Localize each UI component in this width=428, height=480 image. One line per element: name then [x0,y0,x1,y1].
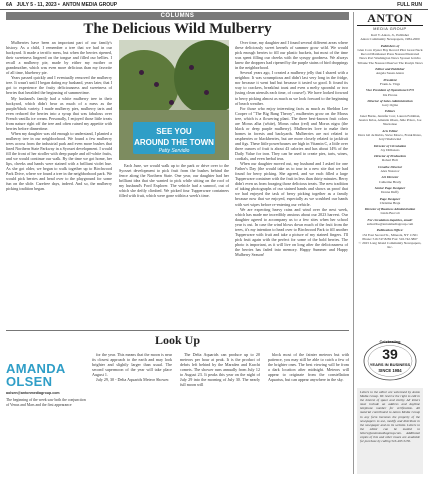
staff-name: Joy DiDonato [380,147,400,152]
section-run: FULL RUN [397,2,422,8]
staff-role: Art Director [381,175,399,180]
article-paragraph: Each June, we would walk up to the park or drive over to the Syosset development to pick fruit from the bushes behind the fence along the Northern State. One year, our daughter had her brilliant idea that she wanted to pick while sitting on the roof of my husband's Ford Explorer. The vehicle had a sunroof, out of which she deftly climbed. We picked four Tupperware containers filled with fruit, which were gone within a week's time. [119,163,229,199]
seal-years: YEARS IN BUSINESS [369,362,411,367]
lookup-column-2 [180,352,260,472]
anniversary-seal [362,340,418,382]
staff-role: Page Designer [379,196,401,201]
staff-name: Linda Baccoli [380,211,400,216]
lookup-headline: Look Up [154,333,201,347]
staff-role: Director of Production [374,154,406,159]
berry-icon [139,70,144,75]
paper-name: ANTON MEDIA GROUP [62,2,118,8]
lookup-paragraph: July 29, 30 - Delta Aquarids Meteor Shower. [96,377,170,383]
article-paragraph: Over time, my daughter and I found several different areas where these deliciously sweet kernels of summer grow wild. We would pick enough berries to fill our plastic buckets, but most of the time was spent filling our cheeks with the syrupy goodness. We always knew the droppers had ripened by the purple stains of bird droppings in the neighborhood. [235,40,348,71]
anton-logo: ANTON [367,11,413,25]
page-header [0,0,428,10]
staff-name: Robert Holt [381,158,399,163]
lookup-column-1 [92,352,172,472]
staff-role: For circulation inquiries, email: [367,217,413,222]
staff-name: Alex Nazarov [380,169,400,174]
badge-title-line-1: SEE YOU [156,127,192,136]
staff-role: Senior Page Designer [374,185,406,190]
staff-name: Karl V. Anton, Jr., Publisher [370,33,410,37]
article-column-1 [6,40,112,326]
masthead-sidebar [357,12,423,250]
staff-role: Director of Business Administration [364,207,416,212]
publication-address: 132 East Second St., Mineola, NY 11501 Phone: 516.747.8282 Fax: 516.742.5867 [362,232,418,241]
page-number: 6A [6,2,13,8]
author-first-name: AMANDA [6,361,66,376]
lookup-paragraph: The Delta Aquarids can produce up to 20 meteors per hour at peak. It is the product of debris left behind by the Marsden and Kracht comets. The shower runs annually from July 12 to August 23. It peaks this year on the night of July 29 into the morning of July 30. The nearly full moon will [180,352,260,388]
article-paragraph: Mulberries have been an important part of our family's history. As a child, I remember a tree that we had in our backyard. It made a terrific mess, but when the berries ripened, their sweetness lingered on the tongue and filled our bellies. I recall a mulberry pie, made by either my mother or grandmother, which was even more delicious than my favorite of all time, blueberry pie. [6,40,112,76]
logo-subtitle: MEDIA GROUP [357,25,423,31]
staff-name: Glen Cove Oyster Bay Record Pilot Great Neck Record Manhasset Press Nassau Illustrated News Port Washington News Syosset Jericho Tribune The Nassau Observer The Roslyn News [357,47,423,65]
seal-since: SINCE 1984 [378,368,402,373]
lookup-paragraph: block most of the fainter meteors but with patience, you may still be able to catch a few of the brighter ones. The best viewing will be from a dark location after midnight. Meteors will appear to originate from the constellation Aquarius, but can appear anywhere in the sky. [268,352,349,383]
letters-policy: Letters to the editor are welcomed by Anton Media Group. We reserve the right to edit in the interest of space and clarity. All letters must include an address and daytime telephone number for verification. All material contributed to Anton Media Group in any form becomes the property of the newspapers to use, modify and distribute in the newspaper and on its website. Letters to the editor can be mailed to letters@antonmediagroup.com. Additional copies of this and other issues are available for purchase by calling 516-403-5136. [357,388,423,474]
staff-name: Catherine Brady [378,179,402,184]
staff-name: Gary Ogina [382,103,398,108]
staff-name: Frank A. Virga [379,81,401,86]
column-badge [133,122,215,154]
author-last-name: OLSEN [6,374,53,389]
article-paragraph: When our daughter moved out, my husband and I asked for one Father's Day (the would take us to tour in a new site that we had found for berry picking. She agreed, and we each filled a large Tupperware container with the fruit in less than thirty minutes. Berry didn't even us from foraging those delicious treats. The new tradition of taking photographs of our stained hands and shows us proof that we had enjoyed the task of berry picking together as a family because now that we enjoyed, especially as we scrubbed our hands with wet wipes before re-entering our vehicle. [235,161,348,207]
staff-name: Angela Susan Anton [376,71,404,76]
mulberry-photo [119,40,229,160]
section-divider [6,330,349,331]
staff-name: Dave Gil de Rubio, Steve Mosco, Frank Rizzo, Jeryl Shebrwind [357,132,423,142]
lookup-paragraph: for the year. This means that the moon is near its closest approach to the earth and may look brighter and slightly larger than usual. The second supermoon of the year will take place August 1. [92,352,172,378]
article-paragraph: We are expecting heavy rains and wind over the next week, which has made me incredibly anxious about our 2023 harvest. Our daughter agreed to accompany us to a few sites when her school year is out. In case the wind blows down much of the fruit from the trees, it's my intention to head over to Birchwood Park to fill another Tupperware with fruit and take a picture of my stained fingers. I'll pick fruit again with the perfect for some of the bold berries. The photo is important, as it will live on long after the deliciousness of the berries has faded into memory. Happy Summer and Happy Mulberry Season! [235,206,348,257]
staff-list [357,33,423,250]
badge-title-line-2: AROUND THE TOWN [134,138,214,147]
staff-name: Iris Picone [382,92,398,97]
staff-role: Publishers of [380,43,400,48]
staff-role: Publication Office: [376,228,404,233]
author-email[interactable]: aolsen@antonmediagroup.com [6,391,60,395]
seal-top-text: Celebrating [379,340,401,344]
article-paragraph: When my daughter was old enough to understand, I planted a mulberry tree in our neighborhood. We found a few mulberry trees across from the industrial park and even more bushes that lined Northern State Parkway in a Syosset development. I would fill the front of her stroller with deep purple and off-white fruits, and we would continue our walk. By the time we got home, her lips, cheeks and hands were stained with a brilliant violet hue. As she got older, we began to walk together up to Birchwood Park Drive, where we found a tree in the neighborhood park. We would pick berries and head over to the playground for some fun on the slide. Carefree days, indeed. And so, the mulberry picking tradition began. [6,130,112,192]
staff-role: Editors [384,109,396,114]
staff-role: Vice President of Operations/CFO [366,88,414,93]
article-column-3 [235,40,348,326]
copyright-line: © 2023 Long Island Community Newspapers, Inc. [358,241,422,250]
staff-name: Christine Braja [379,200,401,205]
berry-icon [169,100,174,105]
staff-role: Creative Director [377,164,403,169]
berry-icon [204,90,209,95]
author-bio: The beginning of the week saw both the conjunction of Venus and Mars and the first appearance [6,398,86,407]
berry-icon [154,82,159,87]
author-block [6,362,86,474]
sidebar-divider [353,12,354,474]
staff-role: Director of Sales Administration [367,98,413,103]
article-paragraph: For those who enjoy interesting facts as much as Sheldon Lee Cooper of "The Big Bang Theory", mulberries grow on the Morus tree, which is a flowering plant. The three best-known fruit colors are Morus alba (white), Morus rubra (red) and Morus nigra (the black or deep purple mulberry). Mulberries love to make their homes in forests and backyards. Mulberries are not related to raspberries or blackberries, but are more closely related to jackfruit and figs. These little powerhouses are high in Vitamin C, a little over three ounces of fruit is about 43 calories and has about 14% of the Daily Value for iron. They can be used to create pies, tarts, wines, cordials, and even herbal teas. [235,105,348,162]
article-paragraph: My husband's family had a white mulberry tree in their backyard, which didn't bear as much of a mess as the purple/black variety. I made mulberry pies, mulberry tarts and even reduced the berries into a syrup that was fabulous over French vanilla ice cream. Personally, I enjoyed those little treats from nature right off the tree and often ruined my appetite with berries before dinnertime. [6,95,112,131]
seal-number: 39 [382,346,398,362]
staff-role: Director of Circulation [373,143,407,148]
issue-date: JULY 5 - 11, 2023 [16,2,57,8]
article-column-2 [119,40,229,326]
article-paragraph: Several years ago, I created a mulberry jelly that I shared with a neighbor. It was scrumptious and didn't last very long in the fridge, nor because it went bad but because it tasted so good. It found its way to crackers, breakfast toast and even a melty spoonful or two (using clean utensils each time, of course!). We have looked forward to berry picking almost as much as we look forward to the beginning of beach weather. [235,70,348,106]
photo-foliage [174,40,229,115]
staff-name: Janet Burns, Jennifer Corr, Lauren Feldman, Jessica Kriss, Amanda Olsen, Julie Prisco, Joe Nuzzolese [358,113,422,127]
staff-name: Anton Community Newspapers, 1984-2000 [360,37,420,42]
staff-role: Editor and Publisher [375,67,405,72]
lookup-column-3 [268,352,349,472]
badge-title [133,126,215,148]
section-label: COLUMNS [6,12,349,20]
staff-name: Donna Duffy [381,190,399,195]
page-header-left: 6A JULY 5 - 11, 2023 • ANTON MEDIA GROUP [6,2,118,8]
circulation-email[interactable]: subscribe@antonmediagroup.com [366,221,414,226]
berry-icon [189,65,194,70]
article-paragraph: Years passed quickly and I eventually removed the mulberry tree. It wasn't until I began dating my husband, years later, that I got to experience the fruity deliciousness and sweetness of berries that heralded the beginning of summertime. [6,75,112,96]
article-headline: The Delicious Wild Mulberry [83,21,272,37]
staff-role: President [383,77,397,82]
badge-author: Patty Servidio [158,148,190,154]
staff-role: Arts Editor [382,128,398,133]
